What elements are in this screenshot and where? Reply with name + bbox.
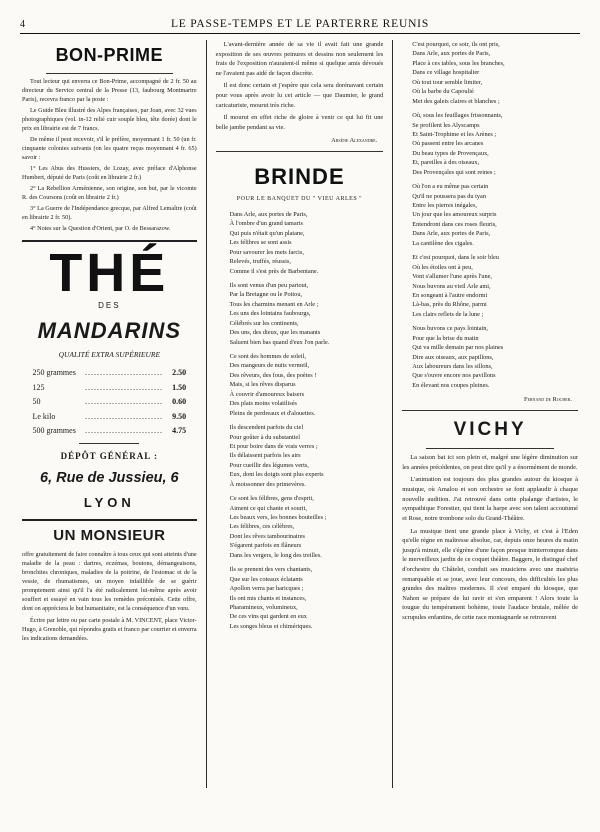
poem-stanza	[230, 281, 384, 347]
poem-line: Mais, si les rêves disparus	[229, 381, 296, 389]
column-3	[393, 40, 580, 788]
poem-line: Et pour boire dans de vrais verres ;	[229, 442, 318, 450]
poem-line: Où les étoiles ont à peu,	[412, 263, 473, 271]
poem-stanza	[230, 210, 384, 276]
poem-line: Dans Arle, aux portes de Paris,	[412, 50, 491, 58]
poem-line: Les beaux vers, les bonnes bouteilles ;	[229, 514, 327, 522]
bonprime-numbered-3: 3° La Guerre de l'Indépendance grecque, par Alfred Lemaître (coût en librairie 2 fr. 50).	[22, 204, 197, 221]
price-value: 4.75	[172, 425, 187, 435]
price-label: 250 grammes	[32, 368, 76, 378]
divider	[216, 151, 384, 152]
poem-line: Dans Arle, aux portes de Paris,	[412, 230, 491, 238]
poem-line: Des mangeurs de nuits vermeil,	[229, 362, 310, 370]
divider	[22, 240, 197, 242]
poem-line: Les uns des lointains faubourgs,	[229, 310, 311, 318]
poem-line: Les clairs reflets de la lune ;	[412, 310, 484, 318]
poem-line: Célébrés sur les continents,	[229, 319, 299, 327]
poem-line: Où tout tour semble limiter,	[412, 78, 483, 86]
masthead	[20, 18, 580, 34]
table-row	[32, 424, 186, 438]
poem-line: Où passent entre les arcanes	[412, 140, 484, 148]
poem-line: Pour savourer les mets farcis,	[229, 248, 304, 256]
poem-line: Qui puis n'était qu'un platane,	[229, 229, 305, 237]
table-row	[32, 409, 186, 423]
price-dots: ..........................	[84, 411, 163, 421]
depot-city: LYON	[83, 495, 135, 511]
divider	[79, 443, 139, 444]
vichy-paragraph-2: L'animation est toujours des plus grandes autour du kiosque à musique, où Amalou et son orchestre se font applaudir à chaque nouvelle audition. J'ai retrouvé dans cette phalange d'artistes, le sympathique Forestier, qui tient la harpe avec son talent accoutumé et Rose, notre trombone solo du Grand-Théâtre.	[402, 476, 578, 522]
bonprime-numbered-4: 4° Notes sur la Question d'Orient, par O. de Bessarazow.	[30, 224, 171, 232]
the-des-label: DES	[98, 301, 121, 311]
poem-line: Relevés, truffés, réussis,	[229, 258, 291, 266]
divider	[46, 73, 173, 74]
article-signature: Arsène Alexandre.	[331, 137, 378, 145]
poem-stanza	[412, 40, 578, 106]
poem-stanza	[412, 182, 578, 248]
the-quality-label: QUALITÉ EXTRA SUPÉRIEURE	[58, 350, 161, 360]
table-row	[32, 381, 186, 395]
poem-line: Ils sont venus d'un peu partout,	[229, 281, 309, 289]
poem-line: Ce sont des hommes de soleil,	[229, 353, 306, 361]
column-1	[20, 40, 207, 788]
poem-line: Dans Arle, aux portes de Paris,	[229, 210, 308, 218]
poem-line: Les songes bleus et chimériques.	[229, 622, 313, 630]
article-paragraph-1: L'avant-dernière année de sa vie il avait fait une grande exposition de ses œuvres peinures et dessins non seulement les frais de l'exposition n'auraient-il même si quelque amis dévoués ne l'avaient pas aidé de façon discrète.	[215, 41, 384, 77]
poem-line: Ils se prenent des vers chantants,	[229, 566, 313, 574]
poem-line: Des uns, des dieux, que les manants	[229, 329, 321, 337]
table-row	[32, 395, 186, 409]
poem-line: Du beau types de Provençaux,	[412, 149, 489, 157]
poem-stanza	[230, 352, 384, 418]
poem-line: Ils descendent parfois du ciel	[229, 424, 304, 432]
poem-line: Et Saint-Trophime et les Arènes ;	[412, 130, 497, 138]
poem-line: Ils ont mis chants et instances,	[229, 594, 307, 602]
poem-line: Là-bas, près du Rhône, parmi	[412, 301, 487, 309]
poem-stanza	[230, 423, 384, 489]
poem-line: À moissonner des primevères.	[229, 480, 306, 488]
poem-line: Vont s'allumer l'une après l'une,	[412, 273, 492, 281]
depot-address: 6, Rue de Jussieu, 6	[40, 469, 179, 486]
poem-line: Dans ce village hospitalier	[412, 69, 480, 77]
price-dots: ..........................	[84, 425, 163, 435]
poem-line: Se profilent les Alyscamps	[412, 121, 480, 129]
poem-line: Entendront dans ces roses fleuris,	[412, 220, 497, 228]
poem-line: À l'ombre d'un grand tamaris	[229, 220, 303, 228]
poem-line: Ce sont les félibres, gens d'esprit,	[229, 495, 314, 503]
price-dots: ..........................	[84, 382, 163, 392]
publication-title: LE PASSE-TEMPS ET LE PARTERRE REUNIS	[170, 18, 430, 30]
poem-line: Aux laboureurs dans les sillons,	[412, 363, 493, 370]
poem-line: Les félibres, ces célèbres,	[229, 523, 295, 531]
poem-line: Place à ces tables, sous les branches,	[412, 59, 505, 67]
vichy-heading: VICHY	[453, 418, 527, 440]
poem-line: Comme il s'est près de Barbentane.	[229, 267, 319, 275]
poem-line: Où la barbe du Capoulié	[412, 88, 474, 96]
vichy-paragraph-3: La musique tient une grande place à Vichy, et c'est à l'Eden qu'elle règne en maîtresse absolue, car, depuis onze heures du matin jusqu'à minuit, elle s'égrène d'une façon presque ininterrompue dans le merveilleux jardin de ce coquet théâtre. Baggers, le distingué chef d'orchestre du Châtelet, conduit ses musiciens avec une maëstria remarquable et se joue, avec leur concours, des difficultés les plus grandes des maîtres modernes. Il s'est emparé du kiosque, que Nahon se prépare de lui ravir et s'en emparent ! Alors toute la tougue du tempérament bohème, toute l'audace brutale, mêlée de scrupules enfantins, de cette race montagnarde se retrouvent	[402, 527, 578, 621]
monsieur-body	[22, 551, 197, 644]
poem-line: Entre les pierres inégales,	[412, 202, 477, 209]
monsieur-paragraph-1: offre gratuitement de faire connaître à tous ceux qui sont atteints d'une maladie de la peau : dartres, eczémas, boutons, démangeaisons, bronchites chroniques, maladies de la poitrine, de l'estomac et de la vessie, de rhumatismes, un moyen infaillible de se guérir promptement ainsi qu'il l'a été radicalement lui-même après avoir souffert et essayé en vain tous les remèdes préconisés. Cette offre, dont on appréciera le but humanitaire, est la conséquence d'un vœu.	[22, 551, 197, 613]
column-container	[20, 40, 580, 788]
table-row	[32, 366, 186, 380]
price-label: 125	[32, 382, 45, 392]
folio-number: 4	[20, 19, 25, 30]
price-value: 9.50	[172, 411, 187, 421]
divider	[402, 410, 578, 411]
price-value: 2.50	[172, 368, 187, 378]
poem-stanza	[230, 494, 384, 560]
price-label: 500 grammes	[32, 425, 76, 435]
divider	[426, 448, 554, 449]
poem-line: Un jour que les amoureux surpris	[412, 211, 497, 219]
column-2	[207, 40, 394, 788]
poem-stanza	[412, 324, 578, 390]
brinde-poem	[216, 210, 384, 631]
poem-line: De ces vins qui gardent en eux	[229, 613, 307, 621]
price-label: 50	[32, 397, 41, 407]
poem-line: Ils délaissent parfois les airs	[229, 452, 301, 460]
poem-line: Eux, dont les doigts sont plus experts	[229, 471, 324, 479]
poem-line: La cantilène des cigales.	[412, 239, 474, 247]
poem-line: Pharamineux, volumineux,	[229, 603, 298, 611]
poem-line: Dont les rêves tambourinaires	[229, 532, 306, 540]
poem-stanza	[412, 253, 578, 319]
price-value: 1.50	[172, 382, 187, 392]
article-paragraph-2: Il est donc certain et j'espère que cela sera dorénavant certain pour vous après avoir lu cet article — que Daumier, le grand caricaturiste, mourut très riche.	[215, 82, 384, 109]
poem-line: Des plats moins volatilisés	[229, 400, 297, 408]
poem-line: Tous les charmins menant en Arle ;	[229, 300, 319, 308]
bonprime-numbered-1: 1° Les Abus des Hussiers, de Lozay, avec préface d'Alphonse Humbert, député de Paris (coût en librairie 2 fr.)	[22, 164, 197, 181]
poem-line: Dans les vergers, le long des treilles.	[229, 551, 322, 559]
poem-line: Et c'est pourquoi, dans le soir bleu	[412, 254, 499, 262]
poem-line: Que s'ouvre encore nos pavillons	[412, 372, 496, 380]
poem-line: Met des galets claires et blanches ;	[412, 97, 500, 105]
poem-line: Dire aux oiseaux, aux papillons,	[412, 353, 494, 361]
bonprime-numbered-2: 2° La Rebellion Arménienne, son origine, son but, par le vicomte R. des Coursons (coût en librairie 2 fr.)	[22, 184, 197, 201]
poem-line: Où l'on a eu même pas certain	[412, 183, 489, 191]
price-label: Le kilo	[32, 411, 56, 421]
poem-line: Les félibres se sont assis	[229, 239, 292, 247]
poem-line: S'égarent parfois en flâneurs	[229, 542, 302, 550]
price-table	[32, 366, 186, 438]
poem-line: Que sur les coteaux éclatants	[229, 575, 303, 583]
poem-line: Qu'il ne poussera pas du tyan	[412, 192, 486, 200]
bonprime-intro: Tout lecteur qui enverra ce Bon-Prime, accompagné de 2 fr. 50 au directeur du Service central de la Presse (13, faubourg Montmartre Paris), recevra franco par la poste :	[22, 78, 197, 103]
bonprime-item-2: De même il peut recevoir, s'il le préfère, moyennant 1 fr. 50 (un fr. cinquante colonies suivants (on les quatre reçus moyennant 4 fr. 65) savoir :	[22, 135, 197, 161]
bonprime-body	[22, 78, 197, 234]
monsieur-paragraph-2: Écrire par lettre ou par carte postale à M. VINCENT, place Victor-Hugo, à Grenoble, qui répondra gratis et franco par courrier et enverra les indications demandées.	[22, 617, 197, 643]
vichy-paragraph-1: La saison bat ici son plein et, malgré une légère diminution sur les années précédentes, on peut dire qu'il y a énormément de monde.	[402, 454, 578, 471]
poem-stanza	[412, 111, 578, 177]
poem-line: En élevant nos coupes pleines.	[412, 381, 490, 389]
poem-line: Par la Bretagne ou le Poitou,	[229, 291, 303, 299]
poem-line: Où, sous les feuillages frissonnants,	[412, 112, 503, 120]
poem-line: En songeant à l'autre endormi	[412, 291, 488, 299]
the-brand-name: THÉ	[49, 242, 170, 303]
monsieur-heading: UN MONSIEUR	[53, 526, 166, 544]
bonprime-heading: BON-PRIME	[55, 45, 164, 65]
poem-line: Pour goûter à du substantiel	[229, 433, 300, 441]
poem-line: Pour cueillir des légumes verts,	[229, 461, 309, 469]
price-dots: ..........................	[84, 397, 163, 407]
poem-line: À couvrir d'amoureux baisers	[229, 390, 305, 398]
poem-line: Aiment ce qui chante et sourit,	[229, 504, 307, 512]
brinde-heading: BRINDE	[254, 163, 345, 189]
poem-line: Des Provençales qui sont reines ;	[412, 168, 496, 176]
article-paragraph-3: Il mourut en effet riche de gloire à venir ce qui lui fit une belle jambe pendant sa vie.	[215, 114, 384, 131]
divider	[22, 519, 197, 521]
depot-label: DÉPÔT GÉNÉRAL :	[60, 451, 158, 462]
the-advertisement	[22, 242, 197, 513]
poem-line: Qui va mille demain par nos plaines	[412, 344, 504, 352]
price-value: 0.60	[172, 397, 187, 407]
poem-line: Et, pareilles à des oiseaux,	[412, 159, 480, 167]
the-mandarins-label: MANDARINS	[37, 318, 182, 344]
price-dots: ..........................	[84, 368, 163, 378]
brinde-poem-continued	[402, 40, 578, 390]
poem-line: Apollon verra par haricques ;	[229, 585, 304, 593]
brinde-subtitle: POUR LE BANQUET DU " VIEU ARLES "	[236, 195, 363, 202]
bonprime-item-1: Le Guide Bleu illustré des Alpes françaises, par Joan, avec 32 vues photographiques (vol. in-12 relié cuir souple bleu, tête dorée) dont le prix en librairie est de 7 francs.	[22, 106, 197, 132]
poem-line: Pour que la brise du matin	[412, 334, 479, 342]
poem-line: Des rêveurs, des fous, des poètes !	[229, 371, 317, 379]
poem-line: Nous buvons au vieil Arle ami,	[412, 282, 491, 290]
poem-signature: Fernand de Rocher.	[523, 396, 572, 404]
poem-line: Nous buvons ce pays lointain,	[412, 325, 489, 333]
poem-line: Pleins de perdreaux et d'alouettes.	[229, 409, 316, 417]
poem-line: C'est pourquoi, ce soir, ils ont pris,	[412, 41, 500, 48]
poem-line: Saluent bien bas quand d'eux l'on parle.	[229, 338, 330, 346]
poem-stanza	[230, 565, 384, 631]
